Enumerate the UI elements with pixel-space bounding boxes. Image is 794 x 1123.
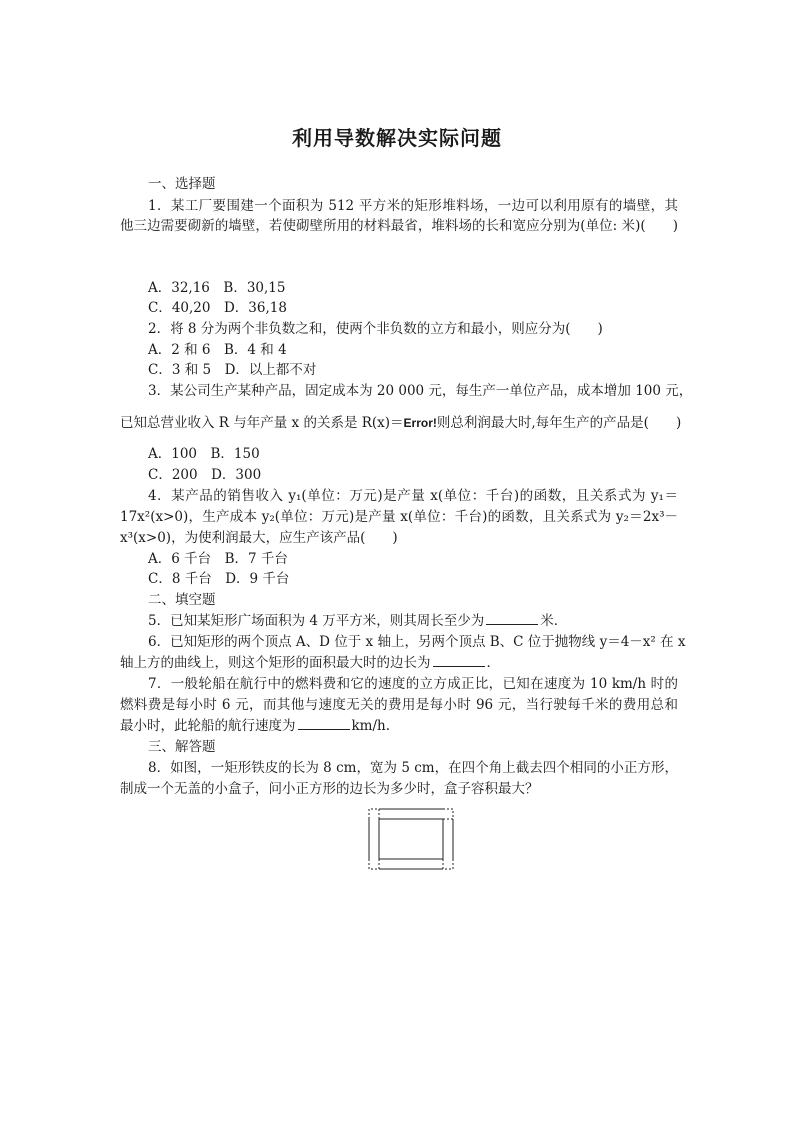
q1-line-2: 他三边需要砌新的墙壁，若使砌壁所用的材料最省，堆料场的长和宽应分别为(单位: 米)( ) (120, 218, 678, 234)
corner-square-bottom-right (443, 859, 453, 869)
q4-line-1: 4．某产品的销售收入 y₁(单位：万元)是产量 x(单位：千台)的函数，且关系式为 y₁＝ (148, 488, 678, 504)
q2-line-1: 2．将 8 分为两个非负数之和，使两个非负数的立方和最小，则应分为( ) (148, 321, 603, 337)
q7-line-1: 7．一般轮船在航行中的燃料费和它的速度的立方成正比，已知在速度为 10 km/h 时的 (148, 676, 678, 692)
q4-options-ab: A．6 千台 B．7 千台 (148, 551, 288, 567)
q8-line-2: 制成一个无盖的小盒子，问小正方形的边长为多少时，盒子容积最大？ (120, 781, 539, 797)
q7-text: 最小时，此轮船的航行速度为 (120, 718, 296, 734)
sheet-metal-figure (368, 808, 454, 870)
q3-options-cd: C．200 D．300 (148, 467, 262, 483)
corner-square-bottom-left (369, 859, 379, 869)
q6-answer-blank (433, 653, 485, 667)
page-title: 利用导数解决实际问题 (292, 126, 502, 150)
q8-line-1: 8．如图，一矩形铁皮的长为 8 cm，宽为 5 cm，在四个角上截去四个相同的小正方形， (148, 760, 678, 776)
q3-options-ab: A．100 B．150 (148, 446, 260, 462)
q5-text: 5．已知某矩形广场面积为 4 万平方米，则其周长至少为 (148, 613, 485, 629)
q2-options-cd: C．3 和 5 D．以上都不对 (148, 362, 317, 378)
q7-line-3 (120, 716, 680, 736)
q6-line-2 (120, 653, 680, 673)
q1-line-1: 1．某工厂要围建一个面积为 512 平方米的矩形堆料场，一边可以利用原有的墙壁，其 (148, 198, 678, 214)
q4-line-2: 17x²(x>0)，生产成本 y₂(单位：万元)是产量 x(单位：千台)的函数，且关系式为 y₂＝2x³－ (120, 509, 678, 525)
box-base-rect (379, 819, 443, 859)
corner-square-top-left (369, 809, 379, 819)
q7-text-end: km/h. (351, 718, 391, 734)
q4-line-3: x³(x>0)，为使利润最大，应生产该产品( ) (120, 530, 398, 546)
q2-options-ab: A．2 和 6 B．4 和 4 (148, 342, 287, 358)
outer-sheet-edges (369, 809, 453, 869)
q3-line-2-text: 已知总营业收入 R 与年产量 x 的关系是 R(x)＝ (120, 415, 404, 431)
q3-line-2-text-end: 则总利润最大时,每年生产的产品是( ) (436, 415, 682, 431)
section-heading-fill: 二、填空题 (148, 592, 216, 608)
q3-line-2 (120, 413, 682, 433)
q6-line-1: 6．已知矩形的两个顶点 A、D 位于 x 轴上，另两个顶点 B、C 位于抛物线 y＝4－x² 在 x (148, 634, 686, 650)
q1-options-cd: C．40,20 D．36,18 (148, 300, 287, 316)
section-heading-choice: 一、选择题 (148, 176, 216, 192)
q5-text-end: 米． (540, 613, 568, 629)
q1-options-ab: A．32,16 B．30,15 (148, 280, 286, 296)
q6-text-end: ． (486, 655, 500, 671)
section-heading-answer: 三、解答题 (148, 739, 216, 755)
q5-line (148, 611, 708, 631)
q7-answer-blank (298, 716, 350, 730)
q5-answer-blank (486, 611, 538, 625)
q6-text: 轴上方的曲线上，则这个矩形的面积最大时的边长为 (120, 655, 431, 671)
q4-options-cd: C．8 千台 D．9 千台 (148, 571, 290, 587)
q3-error-formula: Error! (403, 416, 437, 430)
corner-square-top-right (443, 809, 453, 819)
q7-line-2: 燃料费是每小时 6 元，而其他与速度无关的费用是每小时 96 元，当行驶每千米的费用总和 (120, 697, 678, 713)
q3-line-1: 3．某公司生产某种产品，固定成本为 20 000 元，每生产一单位产品，成本增加 100 元， (148, 383, 693, 399)
